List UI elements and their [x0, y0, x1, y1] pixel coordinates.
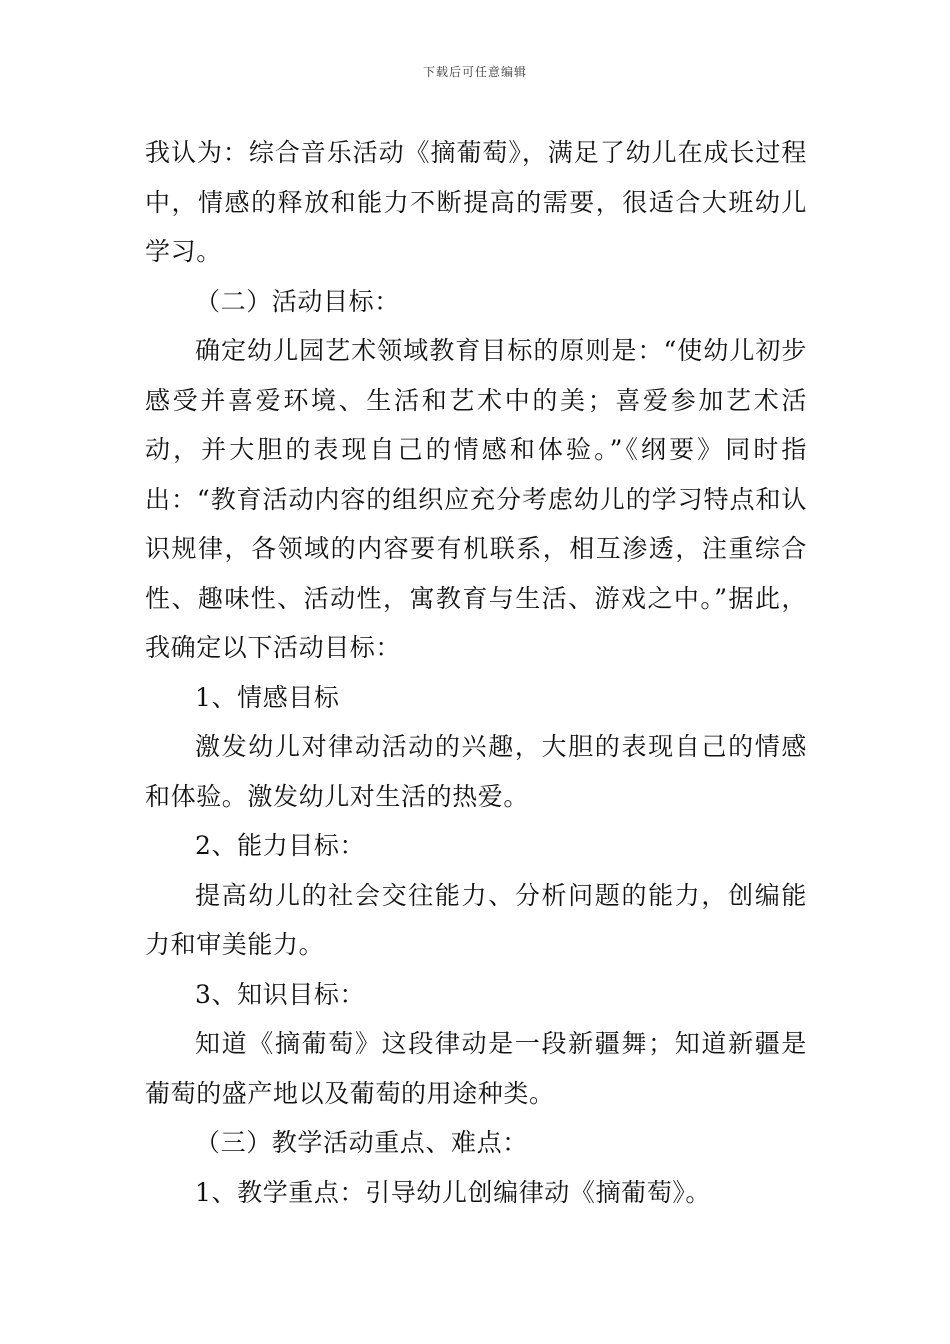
subheading-emotion-goal: 1、情感目标	[195, 682, 340, 712]
document-body	[145, 128, 807, 1217]
subheading-ability-goal: 2、能力目标：	[195, 831, 366, 860]
subheading-knowledge-goal: 3、知识目标：	[195, 979, 366, 1009]
paragraph-1: 我认为：综合音乐活动《摘葡萄》，满足了幼儿在成长过程中，情感的释放和能力不断提高的需要，很适合大班幼儿学习。	[145, 138, 807, 266]
page-header: 下载后可任意编辑	[422, 65, 527, 79]
paragraph-teaching-focus: 1、教学重点：引导幼儿创编律动《摘葡萄》。	[195, 1177, 712, 1207]
section-heading-activity-goals: （二）活动目标：	[195, 286, 400, 316]
paragraph-ability-goal: 提高幼儿的社会交往能力、分析问题的能力，创编能力和审美能力。	[145, 880, 807, 959]
paragraph-emotion-goal: 激发幼儿对律动活动的兴趣，大胆的表现自己的情感和体验。激发幼儿对生活的热爱。	[145, 732, 807, 811]
paragraph-goal-principles: 确定幼儿园艺术领域教育目标的原则是：“使幼儿初步感受并喜爱环境、生活和艺术中的美；喜爱参加艺术活动，并大胆的表现自己的情感和体验。”《纲要》同时指出：“教育活动内容的组织应充分考虑幼儿的学习特点和认识规律，各领域的内容要有机联系，相互渗透，注重综合性、趣味性、活动性，寓教育与生活、游戏之中。”据此，我确定以下活动目标：	[145, 336, 807, 662]
paragraph-knowledge-goal: 知道《摘葡萄》这段律动是一段新疆舞；知道新疆是葡萄的盛产地以及葡萄的用途种类。	[145, 1029, 807, 1108]
section-heading-key-points: （三）教学活动重点、难点：	[195, 1128, 528, 1157]
